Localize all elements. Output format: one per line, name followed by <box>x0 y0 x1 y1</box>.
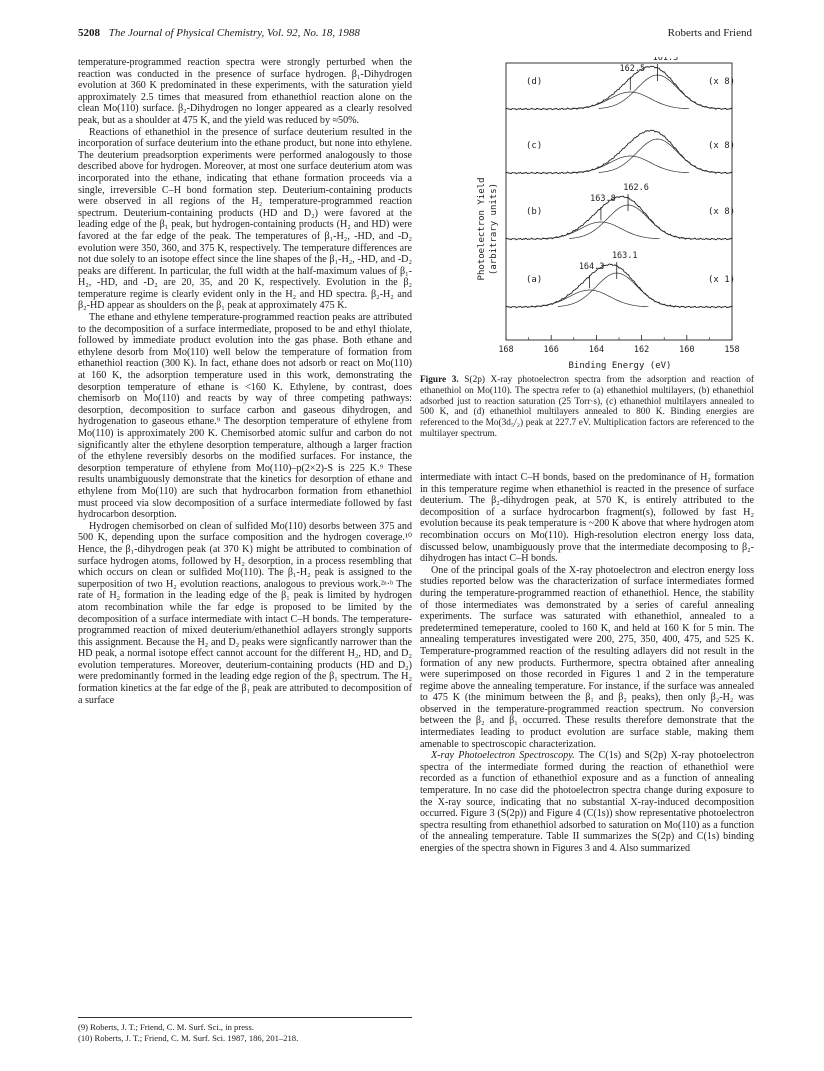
section-text-xps: The C(1s) and S(2p) X-ray photoelectron spectra of the intermediate formed during the reaction of ethanethiol were recorded as a function of ethanethiol exposure and as a function of annealing temperature. In no case did the photoelectron spectra change during exposure to the X-ray source, indicating that no substantial X-ray-induced decomposition occurred. Figure 3 (S(2p)) and Figure 4 (C(1s)) show representative photoelectron spectra resulting from ethanethiol adsorbed to saturation on Mo(110) as a function of the annealing temperature. Table II summarizes the S(2p) and C(1s) binding energies of the spectra shown in Figures 3 and 4. Also summarized <box>420 750 754 854</box>
left-paragraph-3: The ethane and ethylene temperature-programmed reaction peaks are attributed to the decomposition of a surface intermediate, proposed to be and ethyl thiolate, followed by immediate product evolution into the gas phase. Both ethane and ethylene desorb from Mo(110) well below the temperature of formation from ethanethiol reaction (300 K). In fact, ethane does not adsorb or react on Mo(110) at 160 K, the adsorption temperature used in this work, demonstrating the desorption temperature of ethane is <160 K. Ethylene, by contrast, does chemisorb on Mo(110) and reacts by way of three competing pathways: desorption, decomposition to surface carbon and gaseous dihydrogen, and hydrogenation to gaseous ethane.⁹ The desorption temperature of ethylene from Mo(110) is approximately 200 K. Chemisorbed atomic sulfur and carbon do not significantly alter the ethylene desorption temperature, although a larger fraction of the ethylene reversibly desorbs on the modified surfaces. For instance, the desorption temperature of ethylene from Mo(110)–p(2×2)-S is 225 K.⁹ These results unambiguously demonstrate that the kinetics for desorption of ethane and ethylene from Mo(110) are such that hydrocarbon formation from ethanethiol must proceed via slow decomposition of a surface intermediate followed by fast hydrocarbon desorption. <box>78 312 412 521</box>
section-heading-xps: X-ray Photoelectron Spectroscopy. <box>431 750 575 762</box>
figure-3 <box>420 57 754 462</box>
right-paragraph-3 <box>420 750 754 854</box>
peak-energy-label: 161.3 <box>652 57 679 63</box>
fit-component-curve <box>599 139 717 173</box>
x-tick-label: 160 <box>679 345 695 355</box>
running-header <box>78 27 752 45</box>
header-left <box>78 27 360 39</box>
peak-energy-label: 162.5 <box>619 64 646 74</box>
header-authors: Roberts and Friend <box>667 27 752 39</box>
x-tick-label: 168 <box>498 345 514 355</box>
spectrum-label: (d) <box>526 77 543 87</box>
spectrum-curve <box>506 196 732 240</box>
left-column <box>78 57 412 706</box>
right-paragraph-2: One of the principal goals of the X-ray photoelectron and electron energy loss studies reported below was the characterization of surface intermediates formed during the temperature-programmed reaction of ethanethiol. Hence, the stability of those intermediates was demonstrated by a series of careful annealing experiments. The surface was saturated with ethanethiol, annealed to a predetermined temeperature, cooled to 160 K, and held at 160 K for 5 min. The annealing temperatures investigated were 200, 275, 350, 400, 475, and 525 K. Temperature-programmed reaction of the resulting adlayers did not result in the formation of any new products. Furthermore, spectra obtained after annealing were superimposed on those recorded in Figures 1 and 2 in the temperature regime above the annealing temperature. For instance, if the surface was annealed to 475 K (the minimum between the β₁ and β₂ peaks), then only β₂-H₂ was observed in the temperature-programmed reaction spectrum. No conversion between the β₂ and β₁ occurred. These results therefore demonstrate that the intermediates leading to product evolution are surface stable, making them amenable to spectroscopic characterization. <box>420 564 754 750</box>
left-paragraph-2: Reactions of ethanethiol in the presence of surface deuterium resulted in the incorporation of surface deuterium into the ethane product, but none into ethylene. The deuterium preadsorption experiments were performed analogously to those described above for hydrogen. Moreover, at most one surface deuterium atom was incorporated into the ethane, indicating that ethane formation proceeds via a single, irreversible C–H bond formation step. Deuterium-containing products were observed in all regions of the H₂ temperature-programmed reaction spectrum. Deuterium-containing products (HD and D₂) were favored at the leading edge of the β₁ peak, but hydrogen-containing products (H₂ and HD) were favored at the far edge of the peak. The temperatures of β₁-H₂, -HD, and -D₂ evolution were 350, 360, and 375 K, respectively. The temperature differences are not due solely to an isotope effect since the line shapes of the β₁-H₂, -HD, and -D₂ peaks are different. In particular, the full width at the half-maximum values of β₁-H₂, -HD, and -D₂ are 20, 35, and 20 K, respectively. Evolution in the β₂ temperature regime is clearly evident only in the H₂ and HD spectra. β₂-H₂ and β₂-HD appear as shoulders on the β₁ peak at approximately 475 K. <box>78 126 412 312</box>
peak-energy-label: 163.1 <box>611 251 638 261</box>
xps-spectra-chart <box>420 57 754 372</box>
multiplier-label: (x 8) <box>708 141 736 151</box>
multiplier-label: (x 8) <box>708 207 736 217</box>
y-axis-label-line1: Photoelectron Yield <box>477 177 487 281</box>
spectrum-label: (c) <box>526 141 543 151</box>
right-paragraph-1: intermediate with intact C–H bonds, based on the predominance of H₂ formation in this temperature regime when ethanethiol is reacted in the presence of surface deuterium. The β₂-dihydrogen peak, at 570 K, is entirely attributed to the decomposition of a surface hydrocarbon fragment(s), followed by fast H₂ evolution because its peak temperature is ~200 K above that where hydrogen atom recombination occurs on Mo(110). High-resolution electron energy loss data, discussed below, unambiguously prove that the intermediate decomposing to β₂-dihydrogen has intact C–H bonds. <box>420 472 754 565</box>
y-axis-label-line2: (arbitrary units) <box>489 182 499 276</box>
multiplier-label: (x 8) <box>708 77 736 87</box>
caption-text: S(2p) X-ray photoelectron spectra from the adsorption and reaction of ethanethiol on Mo(110). The spectra refer to (a) ethanethiol multilayers, (b) ethanethiol adsorbed just to reaction saturation (25 Torr·s), (c) ethanethiol multilayers annealed to 500 K, and (d) ethanethiol multilayers annealed to 800 K. Binding energies are referenced to the Mo(3d₅/₂) peak at 227.7 eV. Multiplication factors are referenced to the multilayer spectrum. <box>420 375 755 439</box>
footnote-9: (9) Roberts, J. T.; Friend, C. M. Surf. Sci., in press. <box>78 1022 254 1032</box>
footnotes <box>78 1017 412 1043</box>
fit-component-curve <box>572 92 690 109</box>
spectrum-label: (b) <box>526 207 543 217</box>
multiplier-label: (x 1) <box>708 275 736 285</box>
left-paragraph-1: temperature-programmed reaction spectra were strongly perturbed when the reaction was conducted in the presence of surface hydrogen. β₁-Dihydrogen evolution at 360 K predominated in these experiments, with the saturation yield approximately 2.5 times that measured from ethanethiol reaction alone on the clean Mo(110) surface. β₂-Dihydrogen no longer appeared as a clearly resolved peak, but as a shoulder at 475 K, and the yield was reduced by ≈50%. <box>78 57 412 126</box>
x-axis-label: Binding Energy (eV) <box>568 361 672 371</box>
peak-energy-label: 164.3 <box>578 262 605 272</box>
page-number: 5208 <box>78 27 100 39</box>
x-tick-label: 164 <box>588 345 605 355</box>
footnote-10: (10) Roberts, J. T.; Friend, C. M. Surf. Sci. 1987, 186, 201–218. <box>78 1032 299 1043</box>
right-column <box>420 472 754 855</box>
journal-citation: The Journal of Physical Chemistry, Vol. 92, No. 18, 1988 <box>108 27 360 39</box>
figure-caption <box>420 375 754 440</box>
x-tick-label: 166 <box>543 345 559 355</box>
caption-label: Figure 3. <box>420 375 459 385</box>
x-tick-label: 162 <box>633 345 650 355</box>
x-tick-label: 158 <box>724 345 740 355</box>
peak-energy-label: 163.8 <box>590 194 616 204</box>
fit-component-curve <box>572 156 690 173</box>
left-paragraph-4: Hydrogen chemisorbed on clean of sulfided Mo(110) desorbs between 375 and 500 K, depending upon the surface composition and the hydrogen coverage.¹⁰ Hence, the β₁-dihydrogen peak (at 370 K) might be attributed to combination of surface hydrogen atoms, followed by H₂ desorption, in a process resembling that which occurs on clean or sulfided Mo(110). The β₁-H₂ peak is assigned to the superposition of two H₂ evolution reactions, analogous to previous work.²ᵃ·ᵇ The rate of H₂ formation in the leading edge of the β₁ peak is limited by hydrogen atom recombination while the far edge is proposed to be limited by the decomposition of a surface intermediate with intact C–H bonds. The temperature-programmed reaction of mixed deuterium/ethanethiol adlayers strongly supports this assignment. Because the H₂ and D₂ peaks were signficantly narrower than the HD peak, a normal isotope effect cannot account for the different H₂, HD, and D₂ evolution temperatures. Moreover, deuterium-containing products (HD and D₂) were predominantly formed in the leading edge region of the β₁ spectrum. The H₂ formation kinetics at the far edge of the β₁ peak are attributed to decomposition of a surface <box>78 520 412 706</box>
spectrum-label: (a) <box>526 275 543 285</box>
peak-energy-label: 162.6 <box>623 183 649 193</box>
